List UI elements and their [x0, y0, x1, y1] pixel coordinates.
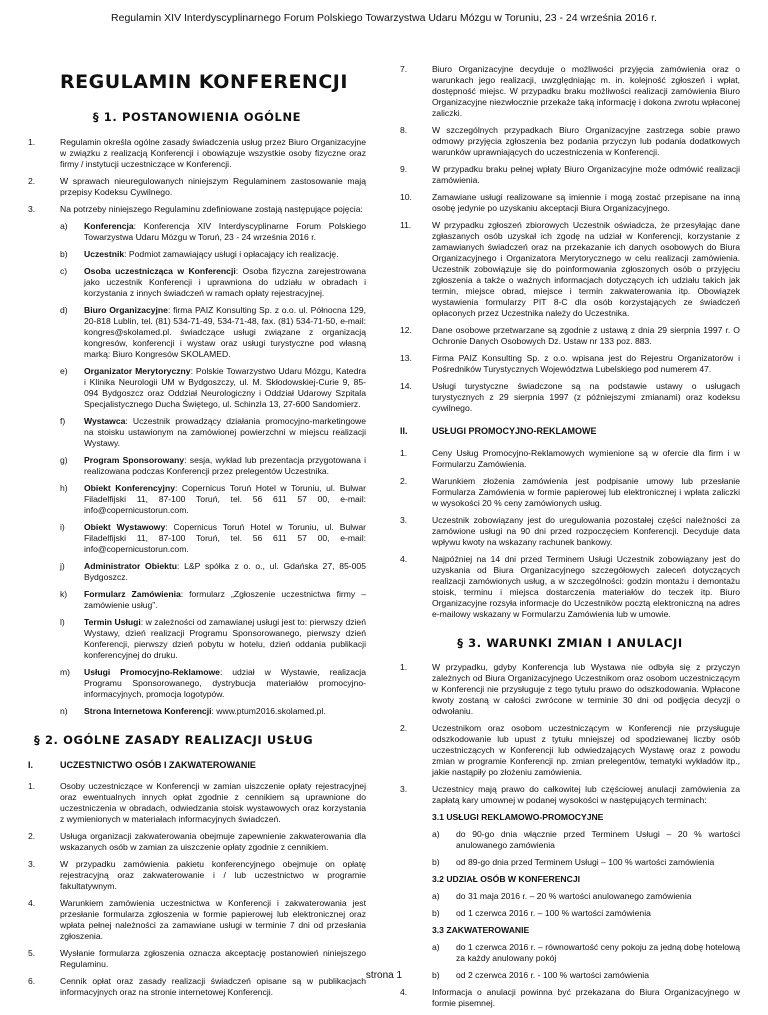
definition-item: b) Uczestnik: Podmiot zamawiający usługi i opłacający ich realizację.: [60, 249, 339, 260]
list-item: 10. Zamawiane usługi realizowane są imiennie i mogą zostać przepisane na inną osobę jedynie po uzyskaniu akceptacji Biura Organizacyjnego.: [400, 192, 740, 213]
list-item: 7. Biuro Organizacyjne decyduje o możliwości przyjęcia zamówienia oraz o warunkach jego realizacji, uwzględniając m. in. kolejność zgłoszeń i wpłat, dostępność miejsc. W przypadku braku możliwości realizacji zamówienia Biuro Organizacyjne niezwłocznie przekaże taką informację i dokona zwrotu wpłaconej zaliczki.: [400, 64, 740, 118]
group-heading: 3.1 USŁUGI REKLAMOWO-PROMOCYJNE: [432, 812, 604, 823]
definition-item: n) Strona Internetowa Konferencji: www.ptum2016.skolamed.pl.: [60, 706, 326, 717]
definition-item: h) Obiekt Konferencyjny: Copernicus Toruń Hotel w Toruniu, ul. Bulwar Filadelfijski 11, 87-100 Toruń, tel. 56 611 57 00, e-mail: info@copernicustorun.com.: [60, 483, 366, 516]
list-item: 2. Uczestnikom oraz osobom uczestniczącym w Konferencji nie przysługuje odszkodowanie lub upust z tytułu mniejszej od spodziewanej liczby osób uczestniczących w Konferencji lub odwiedzających Wystawę oraz z powodu zmian w programie Konferencji np. zmian prelegentów, tematyki wykładów itp., jakie nastąpiły po złożeniu zamówienia.: [400, 723, 740, 778]
list-item: b) od 89-go dnia przed Terminem Usługi – 100 % wartości zamówienia: [432, 857, 715, 868]
list-item: 1. Ceny Usług Promocyjno-Reklamowych wymienione są w ofercie dla firm i w Formularzu Zamówienia.: [400, 447, 740, 469]
list-item: 1. W przypadku, gdyby Konferencja lub Wystawa nie odbyła się z przyczyn zależnych od Biura Organizacyjnego Uczestnikom oraz osobom uczestniczącym w Konferencji nie przysługuje z tego tytułu prawo do odszkodowania. Wpłacone kwoty zostaną w całości zwrócone w terminie 30 dni od podjęcia decyzji o odwołaniu.: [400, 662, 740, 717]
list-item: b) od 1 czerwca 2016 r. – 100 % wartości zamówienia: [432, 908, 651, 919]
group-heading: 3.3 ZAKWATEROWANIE: [432, 925, 530, 936]
definition-item: k) Formularz Zamówienia: formularz „Zgłoszenie uczestnictwa firmy – zamówienie usług”.: [60, 589, 366, 611]
definition-item: l) Termin Usługi: w zależności od zamawianej usługi jest to: pierwszy dzień Wystawy, dzień realizacji Programu Sponsorowanego, pierwszy dzień Konferencji, pierwszy dzień pobytu w hotelu, dzień oddania publikacji konferencyjnej do druku.: [60, 617, 366, 661]
list-item: 4. Warunkiem zamówienia uczestnictwa w Konferencji i zakwaterowania jest przesłanie formularza zgłoszenia w formie papierowej lub elektronicznej oraz wpłata pełnej należności za zamawiane usługi w terminie 7 dni od przesłania zgłoszenia.: [28, 898, 366, 942]
list-item: a) do 1 czerwca 2016 r. – równowartość ceny pokoju za jedną dobę hotelową za każdy anulowany pokój: [432, 942, 740, 964]
list-item: 4. Najpóźniej na 14 dni przed Terminem Usługi Uczestnik zobowiązany jest do uzyskania od Biura Organizacyjnego szczegółowych zaleceń dotyczących realizacji zamówionych usług, a w szczególności: godzin montażu i demontażu stoisk, terminu i miejsca dostarczenia materiałów do teczek itp. Biuro Organizacyjne rozsyła informacje do Uczestników pocztą elektroniczną na adres e-mailowy wskazany w Formularzu Zamówienia lub w umowie.: [400, 553, 740, 619]
list-item: 2. W sprawach nieuregulowanych niniejszym Regulaminem zastosowanie mają przepisy Kodeksu Cywilnego.: [28, 176, 366, 198]
list-item: 5. Wysłanie formularza zgłoszenia oznacza akceptację postanowień niniejszego Regulaminu.: [28, 948, 366, 970]
definition-item: m) Usługi Promocyjno-Reklamowe: udział w Wystawie, realizacja Programu Sponsorowanego, dystrybucja materiałów promocyjno-informacyjnych, promocja logotypów.: [60, 667, 366, 700]
list-item: 12. Dane osobowe przetwarzane są zgodnie z ustawą z dnia 29 sierpnia 1997 r. O Ochronie Danych Osobowych Dz. Ustaw nr 133 poz. 883.: [400, 325, 740, 346]
list-item: 1. Osoby uczestniczące w Konferencji w zamian uiszczenie opłaty rejestracyjnej oraz ewentualnych innych opłat zgodnie z cennikiem są uprawnione do uczestniczenia w obradach, odwiedzania stoisk wystawowych oraz korzystania z wymienionych w materiałach informacyjnych świadczeń.: [28, 781, 366, 825]
list-item: 14. Usługi turystyczne świadczone są na podstawie ustawy o usługach turystycznych z 29 sierpnia 1997 (z późniejszymi zmianami) oraz kodeksu cywilnego.: [400, 381, 740, 413]
list-item: a) do 90-go dnia włącznie przed Terminem Usługi – 20 % wartości anulowanego zamówienia: [432, 829, 740, 851]
definition-item: d) Biuro Organizacyjne: firma PAIZ Konsulting Sp. z o.o. ul. Północna 129, 20-818 Lublin, tel. (81) 534-71-49, 534-71-48, fax. (81) 534-71-50, e-mail: kongres@skolamed.pl. świadczące usługi związane z organizacją kongresów, konferencji i wystaw oraz usługi turystyczne pod własną marką: Biuro Kongresów SKOLAMED.: [60, 305, 366, 360]
list-item: b) od 2 czerwca 2016 r. - 100 % wartości zamówienia: [432, 970, 649, 981]
definition-item: f) Wystawca: Uczestnik prowadzący działania promocyjno-marketingowe na stoisku ustawionym na zamówionej powierzchni w miejscu realizacji Wystawy.: [60, 416, 366, 449]
section-2-title: § 2. OGÓLNE ZASADY REALIZACJI USŁUG: [34, 733, 314, 748]
list-item: a) do 31 maja 2016 r. – 20 % wartości anulowanego zamówienia: [432, 891, 692, 902]
page-header: Regulamin XIV Interdyscyplinarnego Forum Polskiego Towarzystwa Udaru Mózgu w Toruniu, 23 - 24 września 2016 r.: [111, 12, 657, 24]
list-item: 2. Warunkiem złożenia zamówienia jest podpisanie umowy lub przesłanie Formularza Zamówienia w formie papierowej lub elektronicznej i wpłata zaliczki w wysokości 20 % ceny zamówionych usług.: [400, 475, 740, 508]
page-number: strona 1: [365, 970, 403, 981]
list-item: 3. W przypadku zamówienia pakietu konferencyjnego obejmuje on opłatę rejestracyjną oraz zakwaterowanie i / lub uczestnictwo w programie fakultatywnym.: [28, 859, 366, 892]
list-item: 13. Firma PAIZ Konsulting Sp. z o.o. wpisana jest do Rejestru Organizatorów i Pośredników Turystycznych Województwa Lubelskiego pod numerem 47.: [400, 353, 740, 374]
list-item: 8. W szczególnych przypadkach Biuro Organizacyjne zastrzega sobie prawo odmowy przyjęcia zgłoszenia bez podania przyczyn lub podania dodatkowych warunków uprawniających do uczestniczenia w Konferencji.: [400, 125, 740, 157]
section-1-title: § 1. POSTANOWIENIA OGÓLNE: [92, 110, 302, 125]
document-title: REGULAMIN KONFERENCJI: [60, 71, 348, 93]
definitions-list: [28, 221, 366, 717]
definition-item: i) Obiekt Wystawowy: Copernicus Toruń Hotel w Toruniu, ul. Bulwar Filadelfijski 11, 87-100 Toruń, tel. 56 611 57 00, e-mail: info@copernicustorun.com.: [60, 522, 366, 555]
subsection-heading: I. UCZESTNICTWO OSÓB I ZAKWATEROWANIE: [28, 759, 256, 770]
definition-item: g) Program Sponsorowany: sesja, wykład lub prezentacja przygotowana i realizowana podczas Konferencji przez prelegentów Uczestnika.: [60, 455, 366, 477]
section-3-title: § 3. WARUNKI ZMIAN I ANULACJI: [457, 635, 683, 650]
list-item: 4. Informacja o anulacji powinna być przekazana do Biura Organizacyjnego w formie pisemnej.: [400, 987, 740, 1009]
definition-item: a) Konferencja: Konferencja XIV Interdyscyplinarne Forum Polskiego Towarzystwa Udaru Mózgu w Toruń, 23 - 24 września 2016 r.: [60, 221, 366, 243]
definition-item: j) Administrator Obiektu: L&P spółka z o. o., ul. Gdańska 27, 85-005 Bydgoszcz.: [60, 561, 366, 583]
list-item: 3. Na potrzeby niniejszego Regulaminu zdefiniowane zostają następujące pojęcia:: [28, 204, 363, 215]
list-item: 11. W przypadku zgłoszeń zbiorowych Uczestnik oświadcza, że przesyłając dane zgłaszanych osób uzyskał ich zgodę na udział w Konferencji, korzystanie z zamawianych świadczeń oraz na przekazanie ich danych osobowych do Biura Organizacyjnego i Organizatora Merytorycznego w celu realizacji zamówienia. Uczestnik zobowiązuje się do poinformowania zgłoszonych osób o przyjęciu zgłoszenia a także o ważnych informacjach dotyczących ich udziału takich jak termin, miejsce obrad, miejsce i termin zakwaterowania itp. Obowiązek wystawienia formularzy PIT 8-C dla osób korzystających ze świadczeń opłaconych przez Uczestnika należy do Uczestnika.: [400, 220, 740, 318]
list-item: 3. Uczestnicy mają prawo do całkowitej lub częściowej anulacji zamówienia za zapłatą kary umownej w podanej wysokości w następujących terminach:: [400, 784, 740, 806]
subsection-heading: II. USŁUGI PROMOCYJNO-REKLAMOWE: [400, 426, 597, 436]
list-item: 2. Usługa organizacji zakwaterowania obejmuje zapewnienie zakwaterowania dla wskazanych osób w zamian za uiszczenie opłaty zgodnie z cennikiem.: [28, 831, 366, 853]
list-item: 6. Cennik opłat oraz zasady realizacji świadczeń opisane są w publikacjach informacyjnych oraz na stronie internetowej Konferencji.: [28, 976, 366, 998]
group-heading: 3.2 UDZIAŁ OSÓB W KONFERENCJI: [432, 874, 581, 885]
list-item: 3. Uczestnik zobowiązany jest do uregulowania pozostałej części należności za zamówione usługi na 90 dni przed rozpoczęciem Konferencji. Decyduje data wpływu kwoty na wskazany rachunek bankowy.: [400, 514, 740, 547]
left-column: [28, 64, 366, 1004]
list-item: 9. W przypadku braku pełnej wpłaty Biuro Organizacyjne może odmówić realizacji zamówienia.: [400, 164, 740, 185]
list-item: 1. Regulamin określa ogólne zasady świadczenia usług przez Biuro Organizacyjne w związku z realizacją Konferencji i obowiązuje wszystkie osoby fizyczne oraz firmy / instytucji uczestniczące w Konferencji.: [28, 137, 366, 170]
right-column: [400, 64, 740, 1015]
definition-item: c) Osoba uczestnicząca w Konferencji: Osoba fizyczna zarejestrowana jako uczestnik Konferencji i uprawniona do udziału w obradach i korzystania z innych świadczeń w ramach opłaty rejestracyjnej.: [60, 266, 366, 299]
definition-item: e) Organizator Merytoryczny: Polskie Towarzystwo Udaru Mózgu, Katedra i Klinika Neurologii UM w Bydgoszczy, ul. M. Skłodowskiej-Curie 9, 85-094 Bydgoszcz oraz Oddział Neurologiczny i Oddział Udarowy Szpitala Specjalistycznego Ducha Świętego, ul. Schinzla 13, 27-600 Sandomierz.: [60, 366, 366, 410]
